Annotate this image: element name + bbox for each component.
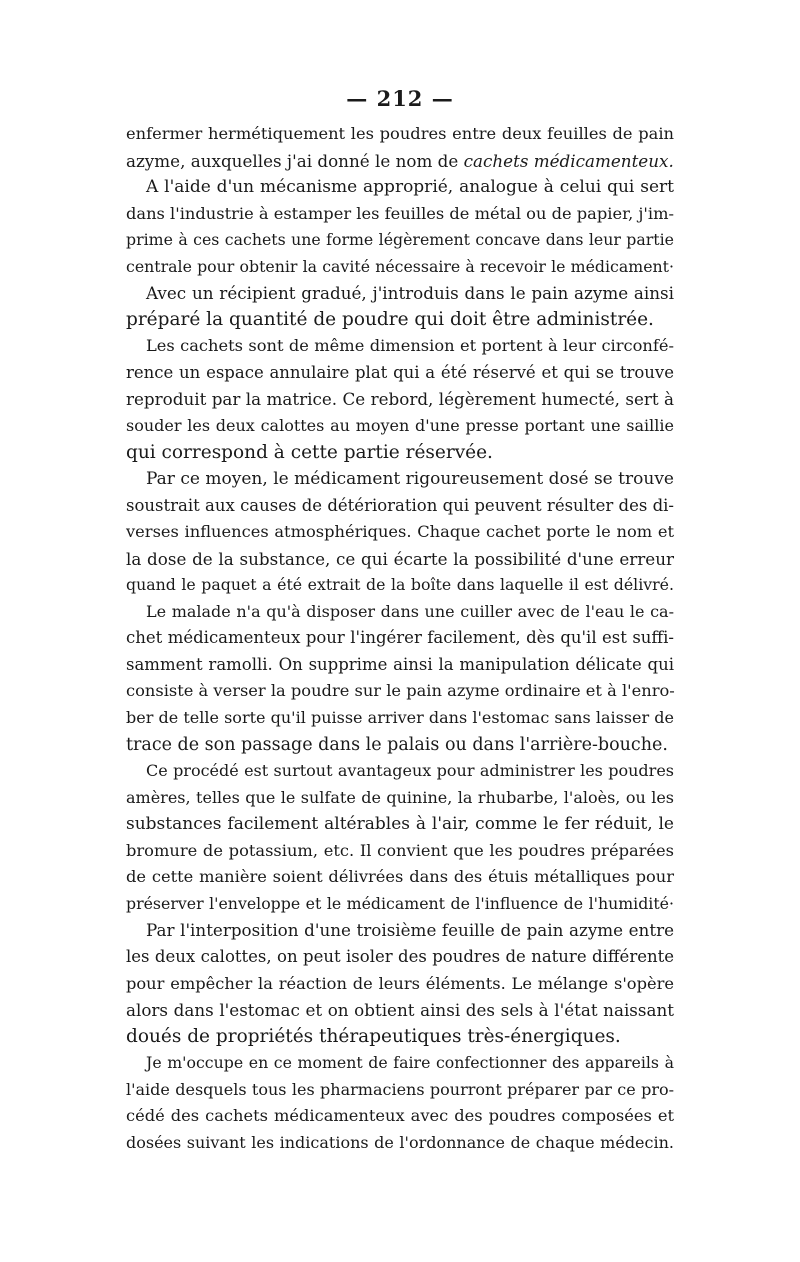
text-line-content: enfermer hermétiquement les poudres entre deux feuilles de pain bbox=[126, 124, 674, 143]
text-line bbox=[126, 121, 674, 148]
text-line bbox=[126, 493, 674, 520]
text-line-content: Ce procédé est surtout avantageux pour administrer les poudres bbox=[146, 761, 674, 781]
text-line-content: ber de telle sorte qu'il puisse arriver dans l'estomac sans laisser de bbox=[126, 708, 674, 728]
text-line bbox=[126, 1077, 674, 1104]
text-line-content: reproduit par la matrice. Ce rebord, légèrement humecté, sert à bbox=[126, 389, 674, 410]
text-line-content: rence un espace annulaire plat qui a été réservé et qui se trouve bbox=[126, 362, 674, 382]
text-line bbox=[126, 811, 674, 838]
text-line-content: cédé des cachets médicamenteux avec des poudres composées et bbox=[126, 1106, 674, 1126]
text-line bbox=[126, 997, 674, 1024]
text-line bbox=[126, 174, 674, 201]
text-line bbox=[126, 1050, 674, 1077]
text-line-content: Avec un récipient gradué, j'introduis dans le pain azyme ainsi bbox=[146, 283, 674, 304]
text-line-content: l'aide desquels tous les pharmaciens pourront préparer par ce pro- bbox=[126, 1079, 674, 1099]
text-line bbox=[126, 254, 674, 281]
text-line bbox=[126, 678, 674, 705]
text-line-content: samment ramolli. On supprime ainsi la manipulation délicate qui bbox=[126, 654, 674, 674]
text-line-content: Le malade n'a qu'à disposer dans une cuiller avec de l'eau le ca- bbox=[146, 601, 674, 621]
text-line-content: pour empêcher la réaction de leurs éléments. Le mélange s'opère bbox=[126, 973, 674, 993]
text-line bbox=[126, 307, 674, 334]
page-number: — 212 — bbox=[346, 86, 454, 111]
text-line-content: chet médicamenteux pour l'ingérer facilement, dès qu'il est suffi- bbox=[126, 628, 674, 648]
text-line-content: centrale pour obtenir la cavité nécessaire à recevoir le médicament· bbox=[126, 256, 674, 276]
text-line bbox=[126, 413, 674, 440]
text-line bbox=[126, 386, 674, 413]
text-line bbox=[126, 572, 674, 599]
text-line bbox=[126, 227, 674, 254]
text-line bbox=[126, 785, 674, 812]
text-line bbox=[126, 891, 674, 918]
body-text bbox=[126, 121, 674, 1156]
text-line bbox=[126, 652, 674, 679]
text-line bbox=[126, 599, 674, 626]
text-line-content: préparé la quantité de poudre qui doit être administrée. bbox=[126, 308, 654, 330]
italic-term: cachets médicamenteux. bbox=[463, 150, 674, 171]
text-line-content: consiste à verser la poudre sur le pain azyme ordinaire et à l'enro- bbox=[126, 681, 675, 701]
text-line bbox=[126, 838, 674, 865]
text-line bbox=[126, 971, 674, 998]
text-line-content: verses influences atmosphériques. Chaque cachet porte le nom et bbox=[126, 522, 674, 542]
text-line bbox=[126, 917, 674, 944]
text-line-content: prime à ces cachets une forme légèrement concave dans leur partie bbox=[126, 230, 674, 250]
text-line-content: amères, telles que le sulfate de quinine, la rhubarbe, l'aloès, ou les bbox=[126, 787, 674, 807]
text-line-content: Par l'interposition d'une troisième feuille de pain azyme entre bbox=[146, 920, 674, 941]
text-line bbox=[126, 758, 674, 785]
text-line-content: azyme, auxquelles j'ai donné le nom de bbox=[126, 150, 464, 171]
text-line bbox=[126, 546, 674, 573]
text-line bbox=[126, 944, 674, 971]
text-line bbox=[126, 440, 674, 467]
text-line-content: alors dans l'estomac et on obtient ainsi des sels à l'état naissant bbox=[126, 1000, 674, 1021]
text-line bbox=[126, 1103, 674, 1130]
text-line-content: trace de son passage dans le palais ou dans l'arrière-bouche. bbox=[126, 734, 668, 755]
text-line bbox=[126, 201, 674, 228]
text-line-content: dosées suivant les indications de l'ordonnance de chaque médecin. bbox=[126, 1132, 674, 1152]
text-line bbox=[126, 625, 674, 652]
text-line-content: dans l'industrie à estamper les feuilles de métal ou de papier, j'im- bbox=[126, 203, 675, 223]
text-line bbox=[126, 280, 674, 307]
text-line bbox=[126, 732, 674, 759]
text-line bbox=[126, 466, 674, 493]
text-line bbox=[126, 1024, 674, 1051]
text-line bbox=[126, 1130, 674, 1157]
text-line bbox=[126, 519, 674, 546]
text-line-content: substances facilement altérables à l'air, comme le fer réduit, le bbox=[126, 814, 674, 835]
text-line-content: doués de propriétés thérapeutiques très-énergiques. bbox=[126, 1025, 621, 1047]
text-line bbox=[126, 864, 674, 891]
text-line-content: la dose de la substance, ce qui écarte la possibilité d'une erreur bbox=[126, 548, 674, 569]
text-line bbox=[126, 333, 674, 360]
text-line-content: bromure de potassium, etc. Il convient que les poudres préparées bbox=[126, 840, 674, 860]
text-line-content: qui correspond à cette partie réservée. bbox=[126, 441, 493, 463]
text-line-content: Par ce moyen, le médicament rigoureusement dosé se trouve bbox=[146, 469, 674, 490]
text-line-content: Je m'occupe en ce moment de faire confectionner des appareils à bbox=[146, 1053, 674, 1073]
text-line-content: les deux calottes, on peut isoler des poudres de nature différente bbox=[126, 946, 674, 966]
text-line-content: souder les deux calottes au moyen d'une presse portant une saillie bbox=[126, 416, 674, 436]
text-line bbox=[126, 148, 674, 175]
text-line-content: préserver l'enveloppe et le médicament de l'influence de l'humidité· bbox=[126, 893, 674, 913]
text-line-content: A l'aide d'un mécanisme approprié, analogue à celui qui sert bbox=[146, 177, 674, 198]
text-line-content: soustrait aux causes de détérioration qui peuvent résulter des di- bbox=[126, 495, 674, 515]
text-line bbox=[126, 705, 674, 732]
text-line-content: Les cachets sont de même dimension et portent à leur circonfé- bbox=[146, 336, 674, 356]
text-line-content: quand le paquet a été extrait de la boîte dans laquelle il est délivré. bbox=[126, 575, 674, 595]
text-line bbox=[126, 360, 674, 387]
text-line-content: de cette manière soient délivrées dans des étuis métalliques pour bbox=[126, 867, 674, 887]
